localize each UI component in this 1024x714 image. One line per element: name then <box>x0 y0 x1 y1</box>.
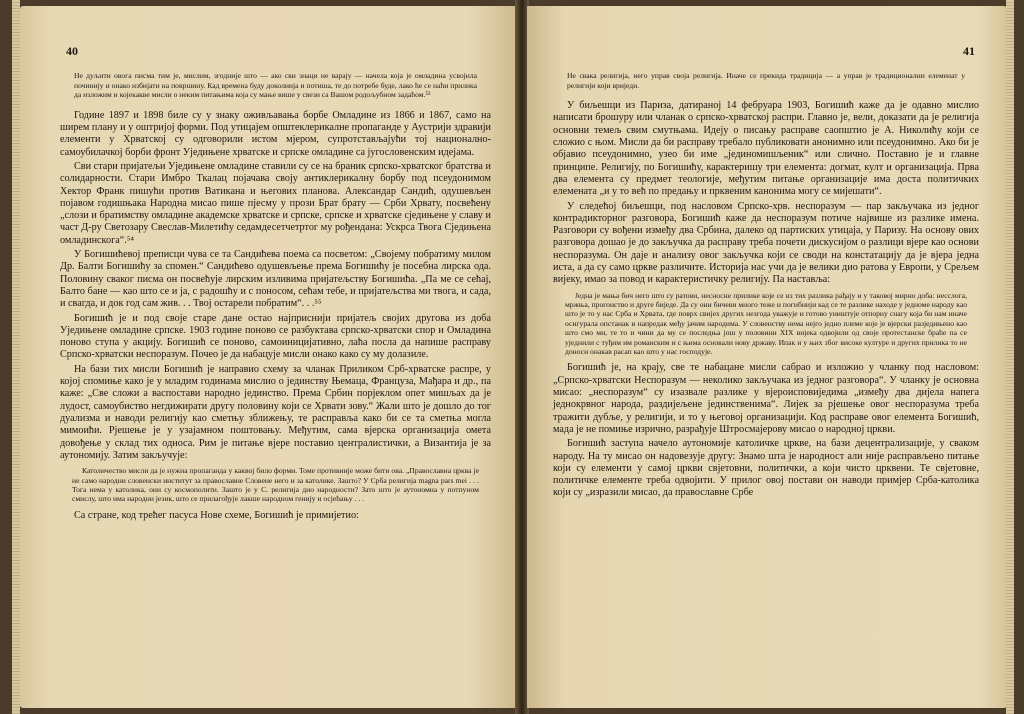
page-edge-right <box>1006 0 1014 714</box>
right-paragraph-3: Богишић је, на крају, све те набацане мисли сабрао и изложио у чланку под насловом: „Српско-хрватски Неспоразум — неколико закључака из једног разговора“. У чланку је основна мисао: „неспоразум“ су изазвале разлике у вјероисповиједима „између два дијела напега једнокрвног народа, раздијељене јединственима“. Лијек за рјешење овог неспоразума треба тражити дубље, у религији, и то у његовој организацији. Код расправе овог елемента Богишић, мада је не помиње изрично, разрађује Штросмајерову мисао о народној цркви. <box>553 362 979 435</box>
right-intro-small: Не свака религија, него управ своја религија. Иначе се прекида традиција — а управ је традиционални елеменат у религији који вриједи. <box>567 71 965 90</box>
right-page <box>527 6 1007 708</box>
left-intro-small: Не дуљити овога писма тим је, мислим, згодније што — ако сви знаци не варају — начела која је омладина усвојила починију и онако избијати на површину. Кад времена буду доколнија и потиша, те до потребе буде, лако ће се наћи прилика да изложим и којекакве мисли о неким питањима која су мање више у свези са Вашом родољубном задаћом.⁵³ <box>74 71 477 100</box>
left-quote-small: Католичество мисли да је нужна пропаганда у каквој било форми. Томе противније може бити ова. „Православна црква је не само народни словенски институт за православне Словене него и за католике. Зашто? У Срба религија magna pars mei . . . Тога нема у католика, они су космополити. Зашто је у С. религија дио народности? Зато што је аутономна у потпуном смислу, што има народни језик, што се прилагођује лакше народном генију и осјећању . . . <box>72 466 479 504</box>
left-paragraph-3: У Богишићевој преписци чува се та Сандићева поема са посветом: „Својему побратиму милом Др. Балти Богишићу за спомен.“ Сандићево одушевљење према Богишићу је посебна лирска ода. Половину сваког писма он посвећује лирским изливима пријатељству Богишића. „Па ме се сећај, Балто бане — као што се и ја, с радошћу и с поносом, сећам тебе, и пријатељства ми твога, и сада, и свагда, и док год сам жив. . . Твој остарели побратим“. . .⁵⁵ <box>60 249 491 310</box>
left-paragraph-1: Године 1897 и 1898 биле су у знаку оживљавања борбе Омладине из 1866 и 1867, само на ширем плану и у оштријој форми. Под утицајем општеклерикалне пропаганде у Аустрији здравији елементи у Хрватској су одговорили истом мјером, супротстављајући тој национално-самоубилачкој борби фронт Уједињене хрватске и српске омладине са југословенским идејама. <box>60 109 491 158</box>
page-number-left: 40 <box>66 44 78 58</box>
left-closing-line: Са стране, код трећег пасуса Нове схеме, Богишић је примијетио: <box>74 509 359 521</box>
right-paragraph-2: У следећој биљешци, под насловом Српско-хрв. неспоразум — пар закључака из једног контрадикторног разговора, Богишић каже да неспоразум потиче највише из разлике имена. Разговори су вођени између два Србина, далеко од партиских утицаја, у Паризу. На основу ових разговора дошао је до закључка да расправу треба почети дискусијом о разлици вјере као основи неспоразума. Он даје и анализу овог закључка који се своди на констатацију да је вјера једна иста, а да су само цркве различите. Историја нас учи да је велики дио ратова у Европи, у Срељем вијеку, имао за повод и карактеристичку религију. Па наставља: <box>553 200 979 286</box>
right-paragraph-1: У биљешци из Париза, датираној 14 фебруара 1903, Богишић каже да је одавно мислио написати брошуру или чланак о српско-хрватској распри. Главно је, вели, доказати да је религија основни темељ свим смутњама. Идеју о писању расправе саопштио је А. Николићу који се сложио с њом. Мисли да би расправу требало публиковати анонимно или псеудонимно. Ако би је објавио псеудонимно, узео би име „јединомишљеник“ или слично. Поставио је и главне принципе. Религију, по Богишићу, карактеришу три елемента: догмат, култ и организација. Прва два елемента су предмет теологије, међутим питање организације има доста политичких елемената „и у то већ по предању и прквеним канонима могу се мијешати“. <box>553 100 979 198</box>
page-edge-left <box>12 0 20 714</box>
page-number-right: 41 <box>963 44 975 58</box>
left-page <box>20 6 517 708</box>
left-paragraph-5: На бази тих мисли Богишић је направио схему за чланак Приликом Срб-хрватске распре, у којој спомиње како је у младим годинама мислио о јединству Њемаца, Француза, Мађара и др., па каже: „Све сложи а васпостави народно јединство. Према Србин порјеклом опет мишљах да је лудост, самоубиство негдижирати другу половину који се Хрвати зову.“ Жали што је дошло до тог дуализма и наводи религију као сметњу зближењу, те расправља како би се та сметња могла мимоићи. Рјешење је у узајамном поштовању. Међутим, сама вјерска организација омета довођење у склад тих односа. Рим је питање вјере поставио централистички, а Византија је за аутономију. Затим закључује: <box>60 363 491 461</box>
right-paragraph-4: Богишић заступа начело аутономије католичке цркве, на бази децентрализације, у сваком народу. На ту мисао он надовезује другу: Знамо шта је народност али није расправљено питање који су елементи у самој цркви свјетовни, политички, а који чисто црквени. Те свјетовне, политичке елементе треба одвојити. У прилог овој постави он наводи примјер Срба-католика који су „изразили мисао, да православне Србе <box>553 438 979 499</box>
left-paragraph-2: Сви стари пријатељи Уједињене омладине ставили су се на браник српско-хрватског братства и солидарности. Стари Имбро Ткалац појачава своју антиклерикалну борбу под псеудонимом Хектор Франк пишући против Ватикана и његових планова. Александар Сандић, одушевљен појавом годишњака Народна мисао пише пјесму у прози Брат брату — Срби Хрвату, посвећену „слози и братимству омладине академске хрватске и српске, српске и хрватске сједињене у славу и част Д-ру Светозару Свеслав-Милетићу седамдесетчетртог му рођендана: Ускрса Твога Сједињена омладинскога“.⁵⁴ <box>60 160 491 246</box>
right-quote-small: Једна је мања бич него што су ратови, несносне прилике које се из тих разлика рађају и у таковој мирно доба: несслога, мржња, прогонство и друге биједе. Да су они бичеви много теже и погибнији кад се те разлике находе у једноме народу као што је то у нас Срба и Хрвата, где поврх свијех других незгода уважује и готово уништује отпорну снагу која би нам иначе осигурала опстанак и напредак међу јачим народима. У словенству нема нејго једно племе које је вјерски разједињено као што смо ми, те то и чини да му се последња још у половини XIX вијека одвојили од своје протестанске браће па се уједнили с туђим им романским и с њима основали нову државу. Ипак и у њих због високе културе и других прилика то не доноси онакав расап као што у нас господује. <box>565 290 967 357</box>
left-paragraph-4: Богишић је и под своје старе дане остао најприснији пријатељ својих другова из доба Уједињене омладине српске. 1903 године поново се разбуктава српско-хрватски спор и Омладина поново ступа у акцију. Богишић се поново, самоиницијативно, лаћа посла да напише расправу Српско-хрватски неспоразум. Почео је да набацује мисли онако како су му долазиле. <box>60 312 491 361</box>
